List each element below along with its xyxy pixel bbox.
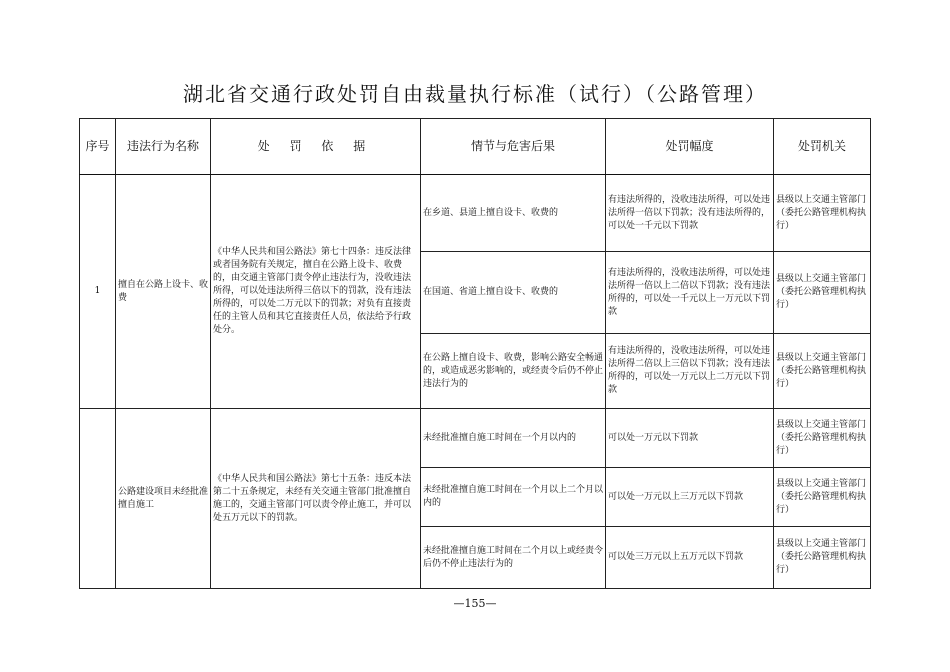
header-penalty-basis: 处 罚 依 据 — [211, 119, 421, 175]
circumstance: 未经批准擅自施工时间在一个月以内的 — [421, 409, 606, 468]
violation-name: 擅自在公路上设卡、收费 — [116, 175, 211, 409]
penalty-standard-table — [79, 118, 871, 589]
circumstance: 在国道、省道上擅自设卡、收费的 — [421, 252, 606, 334]
header-penalty-agency: 处罚机关 — [774, 119, 871, 175]
header-circumstances: 情节与危害后果 — [421, 119, 606, 175]
page-number: —155— — [453, 597, 497, 610]
table-header-row — [80, 119, 871, 175]
penalty-agency: 县级以上交通主管部门（委托公路管理机构执行） — [774, 468, 871, 527]
penalty-basis: 《中华人民共和国公路法》第七十四条：违反法律或者国务院有关规定，擅自在公路上设卡、收费的，由交通主管部门责令停止违法行为，没收违法所得，可以处违法所得三倍以下的罚款，没有违法所得的，可以处二万元以下的罚款；对负有直接责任的主管人员和其它直接责任人员，依法给予行政处分。 — [211, 175, 421, 409]
header-violation-name: 违法行为名称 — [116, 119, 211, 175]
circumstance: 在公路上擅自设卡、收费，影响公路安全畅通的，或造成恶劣影响的，或经责令后仍不停止违法行为的 — [421, 334, 606, 409]
violation-name: 公路建设项目未经批准擅自施工 — [116, 409, 211, 589]
penalty-agency: 县级以上交通主管部门（委托公路管理机构执行） — [774, 527, 871, 589]
circumstance: 未经批准擅自施工时间在一个月以上二个月以内的 — [421, 468, 606, 527]
header-serial-no: 序号 — [80, 119, 116, 175]
penalty-range: 可以处三万元以上五万元以下罚款 — [606, 527, 774, 589]
document-title: 湖北省交通行政处罚自由裁量执行标准（试行）（公路管理） — [183, 82, 767, 106]
penalty-range: 可以处一万元以上三万元以下罚款 — [606, 468, 774, 527]
penalty-range: 有违法所得的，没收违法所得，可以处违法所得二倍以上三倍以下罚款；没有违法所得的，可以处一万元以上二万元以下罚款 — [606, 334, 774, 409]
penalty-range: 有违法所得的，没收违法所得，可以处违法所得一倍以下罚款；没有违法所得的，可以处一千元以下罚款 — [606, 175, 774, 252]
circumstance: 在乡道、县道上擅自设卡、收费的 — [421, 175, 606, 252]
penalty-basis: 《中华人民共和国公路法》第七十五条：违反本法第二十五条规定，未经有关交通主管部门批准擅自施工的，交通主管部门可以责令停止施工，并可以处五万元以下的罚款。 — [211, 409, 421, 589]
penalty-agency: 县级以上交通主管部门（委托公路管理机构执行） — [774, 409, 871, 468]
penalty-agency: 县级以上交通主管部门（委托公路管理机构执行） — [774, 334, 871, 409]
header-penalty-range: 处罚幅度 — [606, 119, 774, 175]
serial-no: 1 — [80, 175, 116, 409]
penalty-agency: 县级以上交通主管部门（委托公路管理机构执行） — [774, 175, 871, 252]
circumstance: 未经批准擅自施工时间在二个月以上或经责令后仍不停止违法行为的 — [421, 527, 606, 589]
table-row — [80, 409, 871, 468]
penalty-range: 可以处一万元以下罚款 — [606, 409, 774, 468]
penalty-agency: 县级以上交通主管部门（委托公路管理机构执行） — [774, 252, 871, 334]
serial-no — [80, 409, 116, 589]
penalty-range: 有违法所得的，没收违法所得，可以处违法所得一倍以上二倍以下罚款；没有违法所得的，可以处一千元以上一万元以下罚款 — [606, 252, 774, 334]
table-row — [80, 175, 871, 252]
